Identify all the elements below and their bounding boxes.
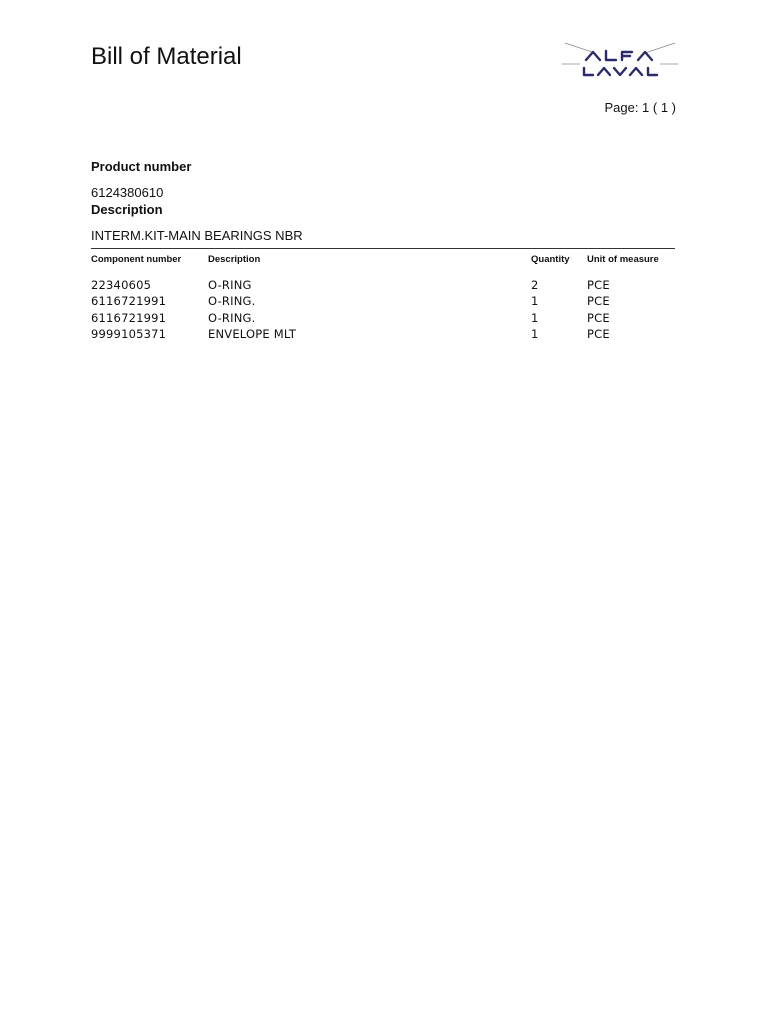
table-row <box>91 311 675 327</box>
component-unit: PCE <box>587 326 610 341</box>
component-description: O-RING. <box>208 294 256 309</box>
description-label: Description <box>91 202 163 217</box>
component-quantity: 1 <box>531 310 539 325</box>
component-unit: PCE <box>587 310 610 325</box>
component-quantity: 2 <box>531 278 539 292</box>
header-component-number: Component number <box>91 254 182 265</box>
table-row <box>91 278 675 294</box>
table-row <box>91 327 675 343</box>
component-number: 6116721991 <box>91 310 167 325</box>
component-quantity: 1 <box>531 326 539 341</box>
divider <box>91 248 675 249</box>
component-description: O-RING <box>208 278 252 292</box>
header-unit-of-measure: Unit of measure <box>587 254 659 265</box>
alfa-laval-logo-icon <box>560 40 680 80</box>
header-quantity: Quantity <box>531 254 570 265</box>
component-number: 22340605 <box>91 278 152 292</box>
header-description: Description <box>208 254 261 265</box>
component-description: ENVELOPE MLT <box>208 326 297 341</box>
component-unit: PCE <box>587 278 610 292</box>
product-number-value: 6124380610 <box>91 185 164 200</box>
component-unit: PCE <box>587 294 610 309</box>
table-body <box>91 278 675 343</box>
table-header <box>91 254 675 270</box>
component-number: 6116721991 <box>91 294 167 309</box>
page-number: Page: 1 ( 1 ) <box>604 100 676 115</box>
table-row <box>91 294 675 310</box>
page-title: Bill of Material <box>91 43 242 70</box>
component-quantity: 1 <box>531 294 539 309</box>
component-description: O-RING. <box>208 310 256 325</box>
component-number: 9999105371 <box>91 326 167 341</box>
description-value: INTERM.KIT-MAIN BEARINGS NBR <box>91 228 303 243</box>
product-number-label: Product number <box>91 159 192 174</box>
